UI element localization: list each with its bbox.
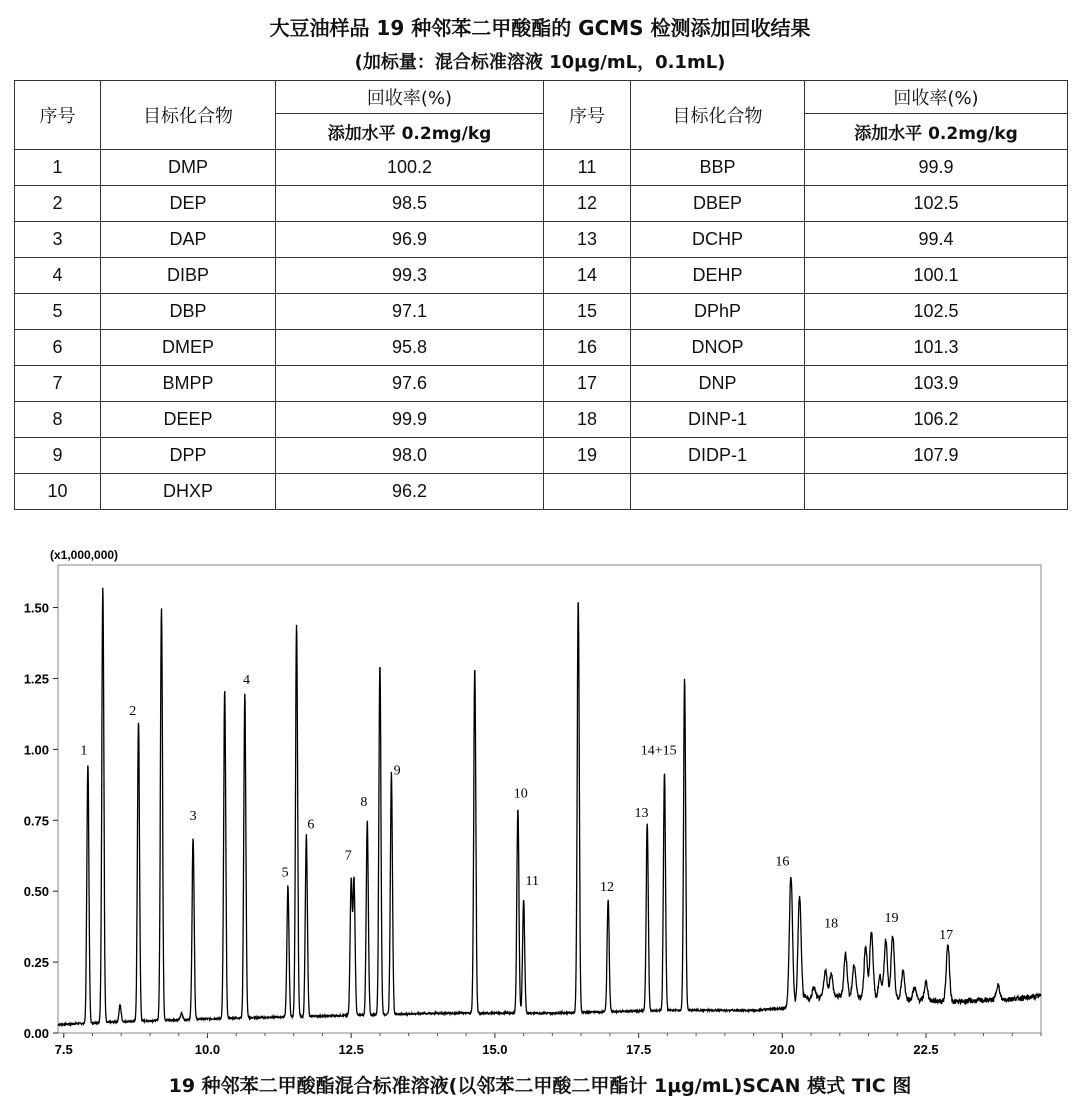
peak-label: 6	[307, 817, 315, 833]
compound-cell: BMPP	[101, 366, 276, 402]
peak-label: 7	[344, 848, 352, 864]
seq-cell: 5	[15, 294, 101, 330]
seq-cell: 8	[15, 402, 101, 438]
x-tick-label: 7.5	[54, 1042, 73, 1057]
table-row	[15, 330, 1068, 366]
table-row	[15, 402, 1068, 438]
seq-cell: 6	[15, 330, 101, 366]
x-tick-label: 15.0	[482, 1042, 508, 1057]
recovery-cell: 97.1	[276, 294, 544, 330]
seq-cell: 17	[544, 366, 631, 402]
seq-cell: 13	[544, 222, 631, 258]
compound-cell: DBP	[101, 294, 276, 330]
seq-cell: 2	[15, 186, 101, 222]
recovery-cell: 103.9	[805, 366, 1068, 402]
peak-label: 5	[281, 865, 289, 881]
recovery-cell: 100.2	[276, 150, 544, 186]
y-tick-label: 1.25	[23, 671, 49, 687]
peak-label: 8	[360, 794, 368, 810]
tic-trace	[58, 588, 1041, 1025]
seq-cell: 4	[15, 258, 101, 294]
table-row	[15, 366, 1068, 402]
recovery-cell	[805, 474, 1068, 510]
header-seq-left: 序号	[15, 81, 101, 150]
table-row	[15, 222, 1068, 258]
table-row	[15, 474, 1068, 510]
x-tick-label: 20.0	[769, 1042, 795, 1057]
scale-label: (x1,000,000)	[50, 548, 119, 562]
recovery-cell: 99.3	[276, 258, 544, 294]
peak-label: 17	[939, 928, 954, 944]
y-tick-label: 0.00	[23, 1026, 49, 1041]
recovery-cell: 102.5	[805, 186, 1068, 222]
chart-caption: 19 种邻苯二甲酸酯混合标准溶液(以邻苯二甲酸二甲酯计 1μg/mL)SCAN 模式 TIC 图	[168, 1075, 912, 1097]
recovery-cell: 96.9	[276, 222, 544, 258]
table-title: 大豆油样品 19 种邻苯二甲酸酯的 GCMS 检测添加回收结果	[269, 16, 811, 40]
compound-cell: DMEP	[101, 330, 276, 366]
header-recovery-right: 回收率(%)	[805, 81, 1068, 114]
plot-frame	[58, 565, 1041, 1033]
compound-cell: DAP	[101, 222, 276, 258]
y-tick-label: 1.50	[23, 600, 49, 616]
recovery-cell: 96.2	[276, 474, 544, 510]
y-tick-label: 0.75	[23, 813, 49, 829]
compound-cell: DEP	[101, 186, 276, 222]
recovery-cell: 100.1	[805, 258, 1068, 294]
seq-cell: 15	[544, 294, 631, 330]
peak-label: 11	[525, 874, 539, 890]
table-row	[15, 438, 1068, 474]
table-row	[15, 186, 1068, 222]
peak-label: 19	[884, 911, 899, 927]
compound-cell: DNOP	[631, 330, 805, 366]
peak-label: 10	[513, 786, 528, 802]
compound-cell: DNP	[631, 366, 805, 402]
compound-cell: DIDP-1	[631, 438, 805, 474]
peak-label: 13	[634, 806, 649, 822]
x-tick-label: 17.5	[625, 1042, 652, 1057]
seq-cell: 1	[15, 150, 101, 186]
peak-label: 2	[129, 704, 137, 719]
header-compound-left: 目标化合物	[101, 81, 276, 150]
recovery-cell: 95.8	[276, 330, 544, 366]
recovery-cell: 99.9	[276, 402, 544, 438]
compound-cell: DPhP	[631, 294, 805, 330]
seq-cell: 9	[15, 438, 101, 474]
recovery-cell: 107.9	[805, 438, 1068, 474]
compound-cell: BBP	[631, 150, 805, 186]
seq-cell	[544, 474, 631, 510]
recovery-cell: 101.3	[805, 330, 1068, 366]
header-compound-right: 目标化合物	[631, 81, 805, 150]
peak-label: 12	[599, 879, 614, 895]
seq-cell: 14	[544, 258, 631, 294]
peak-label: 9	[393, 763, 401, 779]
compound-cell: DCHP	[631, 222, 805, 258]
table-subtitle: (加标量：混合标准溶液 10μg/mL，0.1mL)	[354, 52, 726, 73]
compound-cell: DINP-1	[631, 402, 805, 438]
recovery-cell: 106.2	[805, 402, 1068, 438]
header-recovery-left: 回收率(%)	[276, 81, 544, 114]
compound-cell: DEEP	[101, 402, 276, 438]
compound-cell: DMP	[101, 150, 276, 186]
seq-cell: 10	[15, 474, 101, 510]
table-row	[15, 294, 1068, 330]
peak-label: 3	[189, 808, 197, 824]
compound-cell: DIBP	[101, 258, 276, 294]
seq-cell: 12	[544, 186, 631, 222]
seq-cell: 19	[544, 438, 631, 474]
seq-cell: 3	[15, 222, 101, 258]
x-tick-label: 10.0	[194, 1042, 221, 1057]
recovery-cell: 97.6	[276, 366, 544, 402]
y-tick-label: 1.00	[23, 742, 49, 758]
compound-cell	[631, 474, 805, 510]
recovery-cell: 98.5	[276, 186, 544, 222]
header-seq-right: 序号	[544, 81, 631, 150]
x-tick-label: 22.5	[913, 1042, 939, 1057]
compound-cell: DHXP	[101, 474, 276, 510]
table-row	[15, 258, 1068, 294]
header-level-left: 添加水平 0.2mg/kg	[276, 114, 544, 150]
table-row	[15, 150, 1068, 186]
peak-label: 14+15	[640, 743, 677, 759]
seq-cell: 7	[15, 366, 101, 402]
compound-cell: DBEP	[631, 186, 805, 222]
seq-cell: 11	[544, 150, 631, 186]
header-level-right: 添加水平 0.2mg/kg	[805, 114, 1068, 150]
peak-label: 16	[775, 854, 790, 870]
recovery-cell: 99.9	[805, 150, 1068, 186]
recovery-cell: 99.4	[805, 222, 1068, 258]
seq-cell: 18	[544, 402, 631, 438]
recovery-cell: 102.5	[805, 294, 1068, 330]
tic-chromatogram	[0, 540, 1080, 1070]
seq-cell: 16	[544, 330, 631, 366]
peak-label: 18	[824, 916, 839, 932]
recovery-table	[14, 80, 1068, 510]
peak-label: 4	[243, 672, 251, 688]
y-tick-label: 0.25	[23, 955, 49, 971]
y-tick-label: 0.50	[23, 884, 49, 900]
compound-cell: DPP	[101, 438, 276, 474]
compound-cell: DEHP	[631, 258, 805, 294]
x-tick-label: 12.5	[338, 1042, 364, 1057]
recovery-cell: 98.0	[276, 438, 544, 474]
peak-label: 1	[80, 743, 88, 759]
